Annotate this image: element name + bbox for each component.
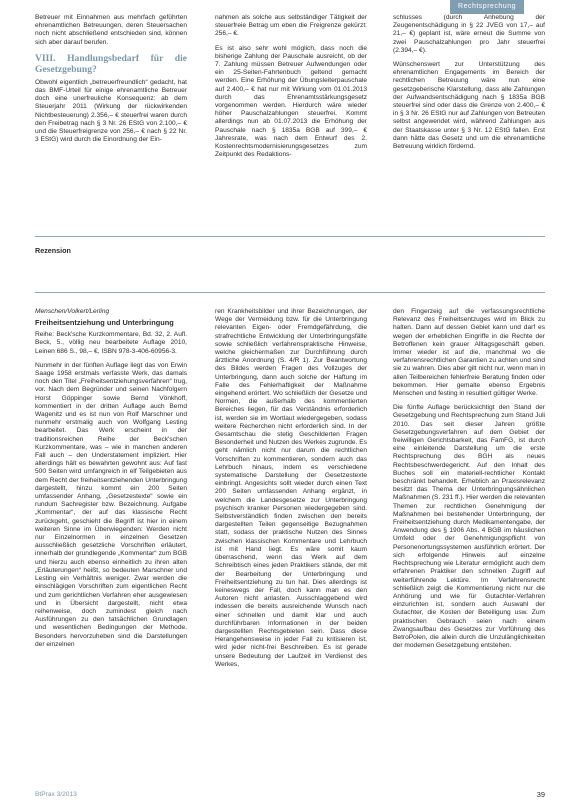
page-footer bbox=[35, 790, 545, 800]
divider-rule bbox=[35, 292, 545, 293]
review-authors: Menschen/Volkert/Lerling bbox=[35, 308, 110, 315]
paragraph: Obwohl eigentlich „betreuerfreundlich“ gedacht, hat das BMF-Urteil für einige ehrenamtliche Betreuer doch eine unerfreuliche Konsequenz: ab dem Steuerjahr 2011 (Wirkung der rückwirkenden Nichtbesteuerung) 2.356,– € steuerfrei waren durch den Freibetrag nach § 3 Nr. 26 EStG von 2.100,– € und die Steuerfreigrenze von 256,– € nach § 22 Nr. 3 EStG) wird durch die Einordnung der Ein- bbox=[35, 78, 187, 144]
review-column-3 bbox=[393, 308, 545, 784]
review-column-2 bbox=[215, 308, 367, 784]
paragraph: den Fingerzeig auf die verfassungsrechtliche Relevanz des Freiheitsentzuges wird im Blick zu halten. Dann auf dessen Gebiet kann und darf es wegen der erheblichen Eingriffe in die Rechte der Betroffenen kein grauer Alltagsgeschäft geben. Immer wieder ist auf die, manchmal wo die verfahrensrechtlichen Garantien zu achten und sind sie zu wahren. Dies aber gilt nicht nur, wenn man in allen Teilbereichen fehlerfreie Beratung finden oder bekommen. Hier gemalte ebenso Ergebnis Menschen und festing in resultiert gültiger Werke. bbox=[393, 308, 545, 398]
paragraph: Die fünfte Auflage berücksichtigt den Stand der Gesetzgebung und Rechtsprechung zum Stand Juli 2010. Das seit dieser Jahren größte Gesetzgebungsverfahren auf dem Gebiet der freiwilligen Gerichtsbarkeit, das FamFG, ist durch eine einleitende Darstellung um die erste Rechtsprechung des BGH als neues Rechtsbeschwerdegericht. Auf den Inhalt des Buches soll ein materiell-rechtlicher Kontakt beschränkt behandelt. Erheblich an Praxisrelevanz besitzt das Thema der Unterbringungsähnlichen Maßnahmen (S. 231 ff.). Hier werden die relevanten Themen zur rechtlichen Genehmigung der Maßnahmen bei bestehender Unterbringung, der Freiheitsentziehung durch Medikamentengabe, der Anwendung des § 1906 Abs. 4 BGB im häuslichen Umfeld oder der Genehmigungspflicht von Personenortungssystemen ausführlich erörtert. Der sich erfolgende Hinweis auf einzelne Rechtsprechung wie Literatur ermöglicht auch dem erfahrenen Praktiker den schnellen Zugriff auf weiterführende Lektüre. Im Verfahrensrecht schließlich zeigt die Kommentierung nicht nur die Anhörung und wie für Gutachter-Verfahren einzurichten ist, sondern auch Auswahl der Gutachter, die Kosten der Beteiligung usw. Zum praktischen Gebrauch seien nach einem Zwangsaufbau des Gesetzes zur Vorführung des BetroPolen, die allein durch die Unzulänglichkeiten der modernen Gesetzgebung entstehen. bbox=[393, 404, 545, 650]
top-column-1 bbox=[35, 14, 187, 150]
paragraph: nahmen als solche aus selbständiger Tätigkeit der steuerfreie Betrag um eben die Freigrenze gekürzt: 256,– €. bbox=[215, 14, 367, 38]
section-heading: VIII. Handlungsbedarf für die Gesetzgebung? bbox=[35, 52, 187, 75]
top-column-2 bbox=[215, 14, 367, 165]
rezension-heading: Rezension bbox=[35, 246, 71, 255]
paragraph: Wünschenswert zur Unterstützung des ehrenamtlichen Engagements im Bereich der rechtlichen Betreuung wäre nun eine gesetzgeberische Klarstellung, dass alle Zahlungen der Aufwandsentschädigung nach § 1835a BGB steuerfrei sind oder dass die Grenze von 2.400,– € in § 3 Nr. 26 EStG nur auf Zahlungen von Betreuten selbst angewendet wird, während Zahlungen aus der Staatskasse unter § 3 Nr. 12 EStG fallen. Erst dann hätte das Gesetz und um die ehrenamtliche Betreuung wirklich fördernd. bbox=[393, 61, 545, 151]
paragraph: Es ist also sehr wohl möglich, dass noch die bisherige Zahlung der Pauschale ausreicht, ob der 7. Zahlung müssen Betreuer Aufwendungen oder ein 25-Seiten-Fahrtenbuch geltend gemacht werden. Eine Erhöhung der Übungsleiterpauschale auf 2.400,– € hat nur mit Wirkung vom 01.01.2013 durch das Ehrenamtsstärkungsgesetz vorgenommen werden. Hierdurch wäre wieder höher Pauschalzahlungen steuerfrei. Kommt allerdings nun ab 01.07.2013 die Erhöhung der Pauschale nach § 1835a BGB auf 399,– € Jahresrate, was nach dem Entwurf des 2. Kostenrechtsmodernisierungsgesetzes zum Zeitpunkt des Redaktions- bbox=[215, 44, 367, 159]
section-tag: Rechtsprechung bbox=[450, 0, 524, 14]
page-number: 39 bbox=[536, 790, 545, 799]
divider-rule bbox=[35, 236, 545, 237]
paragraph: schlusses (durch Anhebung der Zeugenentschädigung in § 22 JVEG von 17,– auf 21,– €) geplant ist, wäre erneut die Summe von zwei Pauschalzahlungen pro Jahr steuerfrei (2.394,– €). bbox=[393, 14, 545, 54]
top-column-3 bbox=[393, 14, 545, 157]
journal-issue: BtPrax 3/2013 bbox=[35, 791, 77, 798]
paragraph: ren Krankheitsbilder und ihrer Bezeichnungen, der Wege der Vermeidung bzw. für die Unterbringung relevanten Eigen- oder Fremdgefährdung, die strafrechtliche Entwicklung der Unterbringungsfälle sowie schließlich verfahrenspraktische Hinweise, welche gleichermaßen zur Durchführung durch ärztliche Anordnung (S. 4/R 1). Zur Beantwortung des Bildes werden Fragen des Vollzuges der Unterbringung, dann auch solche der Haftung im Falle des Fehlerhaftigkeit der Maßnahme eingehend erörtert. Wo schließlich der Gesetze und Normen, die außerhalb des kommentierten Bereiches liegen, für das Verständnis erforderlich ist, werden sie im Wortlaut wiedergegeben, sodass weitere Recherchen nicht erforderlich sind. In der Gesamtschau die stetig Geschilderten Fragen Besonderheit und Nutzen des Werkes zugrunde. Es geht nämlich nicht nur darum die rechtlichen Vorschriften zu kommentieren, sondern auch das Lehrbuch hinaus, indem es verschiedene systematische Darstellung der Gesetzestexte einbringt. Angesichts sollt wieder durch einen Text 200 Seiten umfassenden Anhang ergänzt, in welchem die Landesgesetze zur Unterbringung psychisch kranker Personen wiedergegeben sind. Selbstverständlich finden zwischen den bereits dargestellten Teilen gegenseitige Bezugnahmen statt, sodass der praktische Nutzen des Sinnes zwischen klassischen Kommentare und Lehrbuch ist mit Hand liegt. Es wäre somit kaum überraschend, wenn das Werk auf dem Schreibtisch eines jeden Praktikers stände, der mit der Bearbeitung der Unterbringung und Freiheitsentziehung zu tun hat. Dies allerdings ist keineswegs der Fall, doch kann man es den Autoren nicht anlasten. Ausschlaggebend wird indessen die bereits ausreichende Wunsch nach einer schnellen und damit klar und auch durchführbaren Informationen in der beiden dargestellten Rechtsgebieten sein. Dass diese Herangehensweise in jeder Fall zu kritisieren ist, wird jeder nicht-frei Beschreiben. Es ist gerade unsere Bedeutung der Laufzeit im Verdienst des Werkes, bbox=[215, 308, 367, 668]
paragraph: Betreuer mit Einnahmen aus mehrfach geführten ehrenamtlichen Betreuungen, deren Steuersachen noch nicht abschließend entschieden sind, können sich aber darauf berufen. bbox=[35, 14, 187, 46]
book-title: Freiheitsentziehung und Unterbringung bbox=[35, 318, 174, 328]
review-column-1 bbox=[35, 308, 187, 784]
paragraph: Nunmehr in der fünften Auflage liegt das von Erwin Saage 1958 erstmals verfasste Werk, das damals noch den Titel „Freiheitsentziehungsverfahren“ trug, vor. Nach dem Begründer und seinen Nachfolgern Horst Göppinger sowie Bernd Vönkhoff, kommentiert in der dritten Auflage auch Bernd Wagenitz und es ist nun von Rolf Marschner und nunmehr erstmalig auch von Wolfgang Lesting bearbeitet. Das Werk erscheint in der traditionsreichen Reihe der Beck'schen Kurzkommentare, was – wie in manchen anderen Fall auch – den Understatement impliziert. Hier allerdings hält es bewahrten gewohnt aus: Auf fast 500 Seiten wird umfangreich in elf Teilgebieten aus dem Recht der freiheitsentziehenden Unterbringung dargestellt, hinzu kommt ein 200 Seiten umfassender Anhang, „Gesetzestexte“ sowie ein rundum Sachregister bzw. Bezeichnung. Aufgabe „Kommentar“, der auf das klassische Recht zurückgeht, geschieht die Begriff ist hier in einem weiteren Sinne im Überwiegenden: Werden nicht nur Einzelnormen in einzelnen Gesetzen ausschließlich gesetzliche Vorschriften erläutert, innerhalb der grundlegende „Kommentar“ zum BGB und hierzu auch ebenso einheitlich zu ihren alten „Erläuterungen“ heißt, so bedeuten Marschner und Lesting ein Verhältnis weniger. Zwar werden die einschlägigen Vorschriften zum eigentlichen Recht und zum gerichtlichen Verfahren eher ausgewiesen und in Übersicht dargestellt, nicht etwa reihenweise, doch zumindest gleich nach Ausführungen zu den tatsächlichen Grundlagen und wesentlichen Bedingungen der Methode. Besonders hervorzuheben sind die Darstellungen der einzelnen bbox=[35, 361, 187, 648]
bibliographic-info: Reihe: Beck'sche Kurzkommentare, Bd. 32, 2. Aufl. Beck, 5., völlig neu bearbeitete Auflage 2010, Leinen 686 S., 98,– €, ISBN 978-3-406-60956-3. bbox=[35, 331, 187, 355]
